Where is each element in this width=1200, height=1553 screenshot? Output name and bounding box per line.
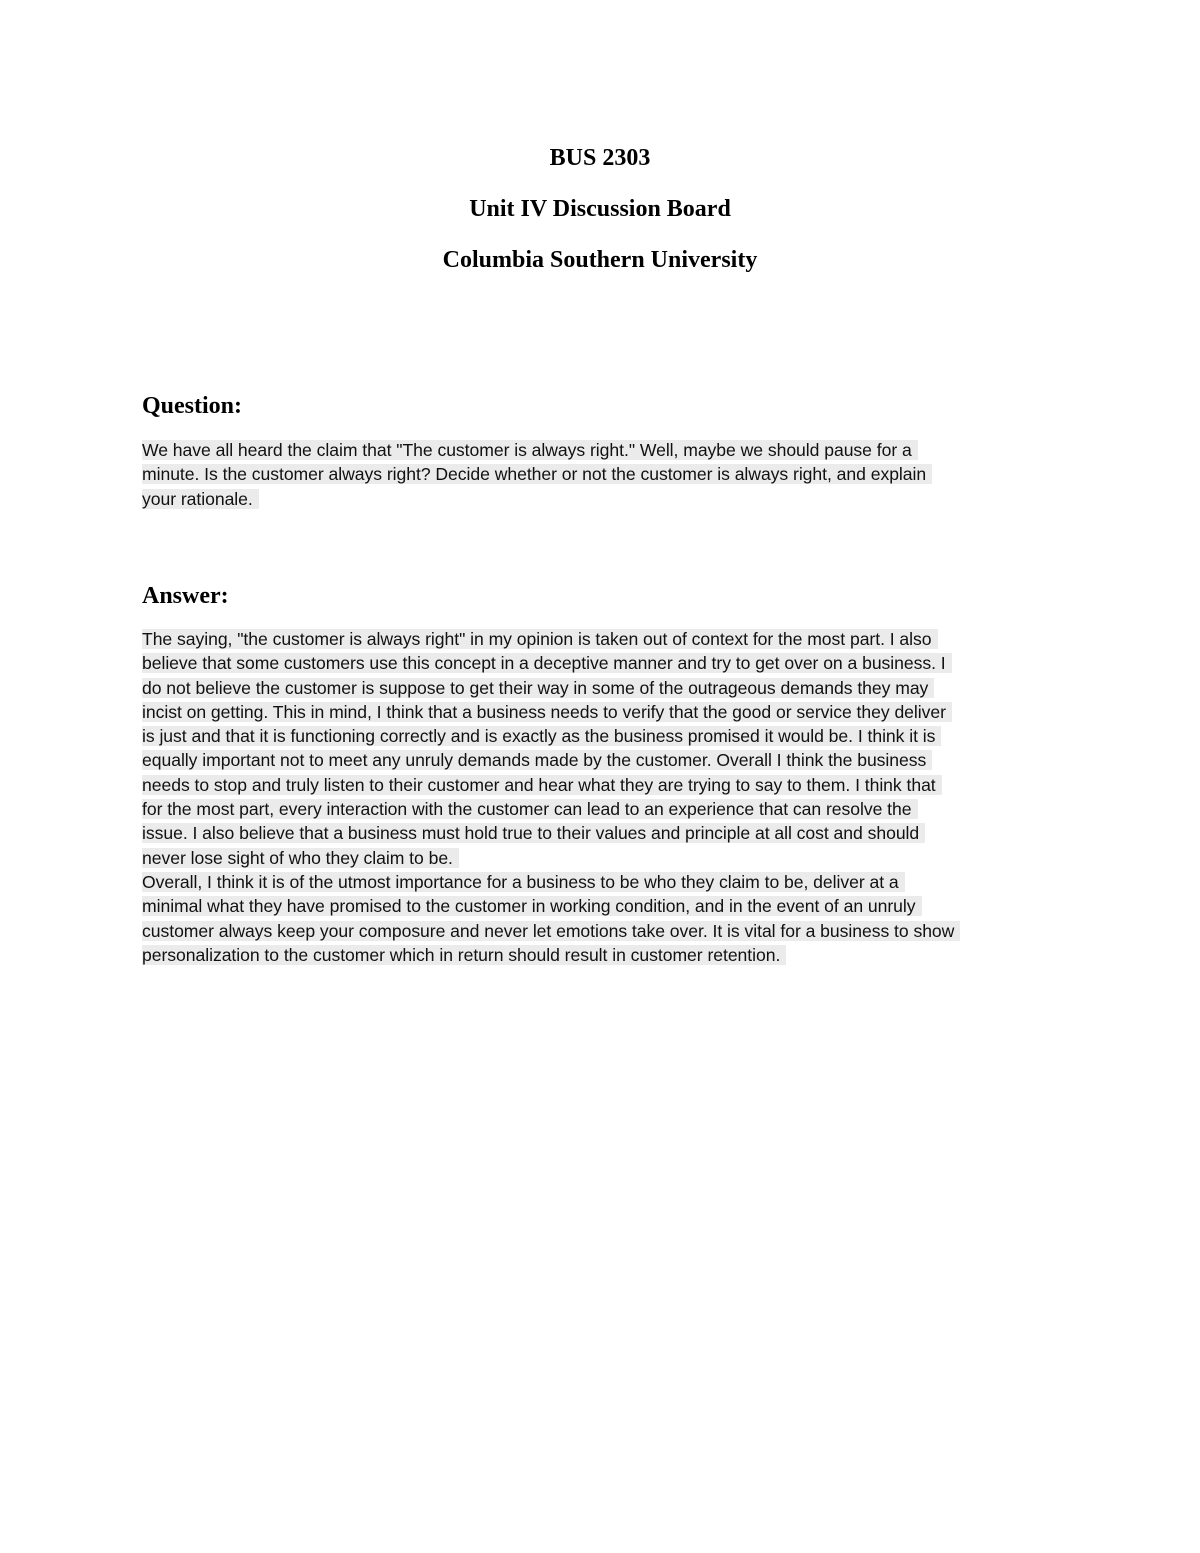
answer-heading: Answer:	[142, 583, 229, 609]
answer-text	[142, 627, 1072, 967]
answer-line: Overall, I think it is of the utmost importance for a business to be who they claim to be, deliver at a	[142, 870, 1072, 894]
question-line: minute. Is the customer always right? Decide whether or not the customer is always right, and explain	[142, 462, 1072, 486]
question-line: your rationale.	[142, 487, 1072, 511]
answer-line: believe that some customers use this concept in a deceptive manner and try to get over on a business. I	[142, 651, 1072, 675]
answer-line: for the most part, every interaction with the customer can lead to an experience that can resolve the	[142, 797, 1072, 821]
title-block	[0, 140, 1200, 293]
answer-line: The saying, "the customer is always right" in my opinion is taken out of context for the most part. I also	[142, 627, 1072, 651]
answer-line: customer always keep your composure and never let emotions take over. It is vital for a business to show	[142, 919, 1072, 943]
question-text	[142, 438, 1072, 511]
institution-title: Columbia Southern University	[442, 247, 758, 273]
answer-line: never lose sight of who they claim to be.	[142, 846, 1072, 870]
assignment-title: Unit IV Discussion Board	[469, 196, 731, 222]
question-line: We have all heard the claim that "The customer is always right." Well, maybe we should pause for a	[142, 438, 1072, 462]
answer-line: issue. I also believe that a business must hold true to their values and principle at all cost and should	[142, 821, 1072, 845]
answer-line: needs to stop and truly listen to their customer and hear what they are trying to say to them. I think that	[142, 773, 1072, 797]
answer-line: minimal what they have promised to the customer in working condition, and in the event of an unruly	[142, 894, 1072, 918]
answer-line: is just and that it is functioning correctly and is exactly as the business promised it would be. I think it is	[142, 724, 1072, 748]
course-title: BUS 2303	[549, 145, 651, 171]
question-heading: Question:	[142, 393, 243, 419]
answer-line: do not believe the customer is suppose to get their way in some of the outrageous demands they may	[142, 676, 1072, 700]
answer-line: personalization to the customer which in return should result in customer retention.	[142, 943, 1072, 967]
answer-line: equally important not to meet any unruly demands made by the customer. Overall I think the business	[142, 748, 1072, 772]
answer-line: incist on getting. This in mind, I think that a business needs to verify that the good or service they deliver	[142, 700, 1072, 724]
